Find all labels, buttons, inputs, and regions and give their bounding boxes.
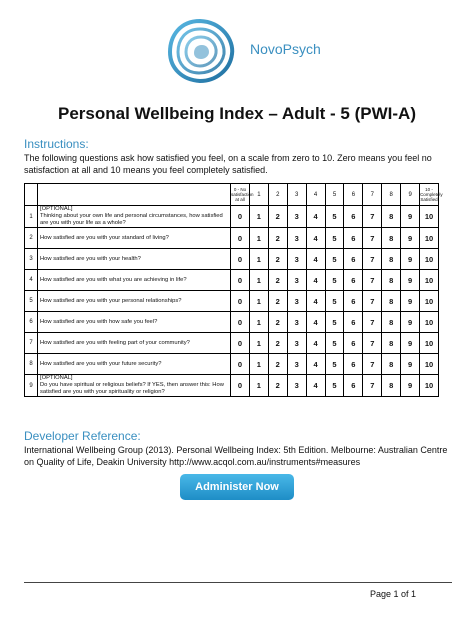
rating-option[interactable]: 0 — [231, 354, 250, 375]
rating-option[interactable]: 5 — [325, 270, 344, 291]
rating-option[interactable]: 10 — [420, 291, 439, 312]
rating-option[interactable]: 6 — [344, 270, 363, 291]
scale-header-row — [25, 184, 439, 206]
wellbeing-rating-table — [24, 183, 443, 397]
rating-option[interactable]: 5 — [325, 333, 344, 354]
rating-option[interactable]: 8 — [382, 333, 401, 354]
question-number: 5 — [25, 291, 38, 312]
rating-option[interactable]: 7 — [363, 333, 382, 354]
question-text-cell — [38, 249, 231, 270]
rating-option[interactable]: 10 — [420, 333, 439, 354]
rating-option[interactable]: 10 — [420, 375, 439, 397]
rating-option[interactable]: 10 — [420, 354, 439, 375]
scale-low-label: 0 - No satisfaction at all — [231, 184, 250, 206]
rating-option[interactable]: 9 — [401, 333, 420, 354]
brand-name: NovoPsych — [250, 41, 321, 57]
rating-option[interactable]: 1 — [249, 249, 268, 270]
rating-option[interactable]: 4 — [306, 291, 325, 312]
rating-option[interactable]: 2 — [268, 228, 287, 249]
question-text-cell — [38, 354, 231, 375]
rating-option[interactable]: 0 — [231, 206, 250, 228]
rating-option[interactable]: 5 — [325, 375, 344, 397]
question-number: 3 — [25, 249, 38, 270]
question-text-cell — [38, 228, 231, 249]
rating-option[interactable]: 9 — [401, 270, 420, 291]
question-row — [25, 375, 439, 397]
scale-point: 3 — [287, 184, 306, 206]
question-number: 8 — [25, 354, 38, 375]
rating-option[interactable]: 1 — [249, 291, 268, 312]
question-text: How satisfied are you with your future security? — [40, 360, 162, 367]
scale-point: 9 — [401, 184, 420, 206]
rating-option[interactable]: 7 — [363, 270, 382, 291]
scale-point: 7 — [363, 184, 382, 206]
question-number: 4 — [25, 270, 38, 291]
rating-option[interactable]: 8 — [382, 354, 401, 375]
question-row — [25, 291, 439, 312]
rating-option[interactable]: 6 — [344, 206, 363, 228]
rating-option[interactable]: 9 — [401, 354, 420, 375]
rating-option[interactable]: 3 — [287, 249, 306, 270]
rating-option[interactable]: 2 — [268, 312, 287, 333]
scale-point: 6 — [344, 184, 363, 206]
question-number: 2 — [25, 228, 38, 249]
rating-option[interactable]: 1 — [249, 354, 268, 375]
rating-option[interactable]: 4 — [306, 249, 325, 270]
rating-option[interactable]: 4 — [306, 228, 325, 249]
rating-option[interactable]: 4 — [306, 375, 325, 397]
rating-option[interactable]: 2 — [268, 333, 287, 354]
reference-text: International Wellbeing Group (2013). Personal Wellbeing Index: 5th Edition. Melbourne: Australian Centre on Quality of Life, Deakin University http://www.acqol.com.au/instruments#measures — [24, 445, 448, 467]
blank-header-cell — [25, 184, 38, 206]
rating-option[interactable]: 0 — [231, 333, 250, 354]
scale-point: 2 — [268, 184, 287, 206]
rating-option[interactable]: 8 — [382, 291, 401, 312]
footer-divider — [24, 582, 452, 583]
rating-option[interactable]: 8 — [382, 312, 401, 333]
rating-option[interactable]: 5 — [325, 249, 344, 270]
rating-option[interactable]: 0 — [231, 249, 250, 270]
rating-option[interactable]: 1 — [249, 312, 268, 333]
rating-option[interactable]: 8 — [382, 206, 401, 228]
rating-option[interactable]: 6 — [344, 354, 363, 375]
rating-option[interactable]: 3 — [287, 375, 306, 397]
rating-option[interactable]: 3 — [287, 270, 306, 291]
rating-option[interactable]: 0 — [231, 375, 250, 397]
rating-option[interactable]: 9 — [401, 375, 420, 397]
question-row — [25, 206, 439, 228]
question-text: How satisfied are you with what you are achieving in life? — [40, 276, 187, 283]
rating-option[interactable]: 4 — [306, 333, 325, 354]
rating-option[interactable]: 7 — [363, 312, 382, 333]
rating-option[interactable]: 9 — [401, 206, 420, 228]
rating-option[interactable]: 9 — [401, 249, 420, 270]
rating-option[interactable]: 3 — [287, 228, 306, 249]
question-row — [25, 312, 439, 333]
question-row — [25, 228, 439, 249]
rating-option[interactable]: 2 — [268, 249, 287, 270]
rating-option[interactable]: 10 — [420, 228, 439, 249]
rating-option[interactable]: 7 — [363, 354, 382, 375]
rating-option[interactable]: 7 — [363, 228, 382, 249]
rating-option[interactable]: 2 — [268, 375, 287, 397]
question-text: How satisfied are you with your standard of living? — [40, 234, 169, 241]
question-row — [25, 354, 439, 375]
rating-option[interactable]: 7 — [363, 206, 382, 228]
rating-option[interactable]: 10 — [420, 270, 439, 291]
question-text-cell — [38, 270, 231, 291]
rating-option[interactable]: 2 — [268, 206, 287, 228]
question-text: How satisfied are you with feeling part of your community? — [40, 339, 190, 346]
rating-option[interactable]: 6 — [344, 333, 363, 354]
rating-option[interactable]: 6 — [344, 291, 363, 312]
page-number: Page 1 of 1 — [369, 589, 416, 599]
rating-option[interactable]: 3 — [287, 206, 306, 228]
rating-option[interactable]: 10 — [420, 206, 439, 228]
optional-tag: [OPTIONAL] — [40, 206, 73, 212]
question-text-cell — [38, 333, 231, 354]
novopsych-head-logo-icon — [164, 18, 238, 84]
question-text: How satisfied are you with how safe you feel? — [40, 318, 158, 325]
rating-option[interactable]: 4 — [306, 354, 325, 375]
rating-option[interactable]: 8 — [382, 249, 401, 270]
rating-option[interactable]: 9 — [401, 228, 420, 249]
rating-option[interactable]: 0 — [231, 270, 250, 291]
rating-option[interactable]: 3 — [287, 312, 306, 333]
rating-option[interactable]: 5 — [325, 291, 344, 312]
optional-tag: [OPTIONAL] — [40, 375, 73, 381]
rating-option[interactable]: 5 — [325, 312, 344, 333]
question-text-cell — [38, 375, 231, 397]
rating-option[interactable]: 0 — [231, 291, 250, 312]
rating-option[interactable]: 1 — [249, 375, 268, 397]
rating-option[interactable]: 2 — [268, 354, 287, 375]
rating-option[interactable]: 10 — [420, 312, 439, 333]
question-text-cell — [38, 291, 231, 312]
rating-option[interactable]: 4 — [306, 312, 325, 333]
rating-option[interactable]: 6 — [344, 249, 363, 270]
rating-option[interactable]: 3 — [287, 333, 306, 354]
rating-option[interactable]: 9 — [401, 291, 420, 312]
instructions-text: The following questions ask how satisfied you feel, on a scale from zero to 10. Zero means you feel no satisfaction at all and 10 means you feel completely satisfied. — [24, 153, 432, 175]
rating-option[interactable]: 4 — [306, 206, 325, 228]
scale-point: 8 — [382, 184, 401, 206]
question-text: How satisfied are you with your personal relationships? — [40, 297, 182, 304]
blank-question-header-cell — [38, 184, 231, 206]
rating-option[interactable]: 4 — [306, 270, 325, 291]
question-number: 9 — [25, 375, 38, 397]
scale-point: 5 — [325, 184, 344, 206]
rating-option[interactable]: 10 — [420, 249, 439, 270]
question-number: 1 — [25, 206, 38, 228]
document-title: Personal Wellbeing Index – Adult - 5 (PWI-A) — [58, 104, 416, 123]
rating-option[interactable]: 7 — [363, 291, 382, 312]
rating-option[interactable]: 8 — [382, 228, 401, 249]
rating-option[interactable]: 8 — [382, 270, 401, 291]
question-text: Thinking about your own life and personal circumstances, how satisfied are you with your life as a whole? — [40, 213, 223, 226]
rating-option[interactable]: 3 — [287, 291, 306, 312]
rating-option[interactable]: 7 — [363, 375, 382, 397]
rating-option[interactable]: 9 — [401, 312, 420, 333]
rating-option[interactable]: 1 — [249, 228, 268, 249]
question-text-cell — [38, 312, 231, 333]
rating-option[interactable]: 0 — [231, 228, 250, 249]
instructions-heading: Instructions: — [24, 137, 89, 151]
scale-high-label: 10 - Completely Satisfied — [420, 184, 439, 206]
question-number: 6 — [25, 312, 38, 333]
rating-option[interactable]: 7 — [363, 249, 382, 270]
question-row — [25, 270, 439, 291]
question-text: How satisfied are you with your health? — [40, 255, 141, 262]
question-row — [25, 249, 439, 270]
question-number: 7 — [25, 333, 38, 354]
scale-point: 1 — [249, 184, 268, 206]
question-text: Do you have spiritual or religious beliefs? If YES, then answer this: How satisfied are you with your spirituality or religion? — [40, 382, 224, 395]
rating-option[interactable]: 5 — [325, 206, 344, 228]
rating-option[interactable]: 3 — [287, 354, 306, 375]
rating-option[interactable]: 2 — [268, 291, 287, 312]
question-row — [25, 333, 439, 354]
reference-heading: Developer Reference: — [24, 429, 141, 443]
rating-option[interactable]: 2 — [268, 270, 287, 291]
rating-option[interactable]: 6 — [344, 312, 363, 333]
question-text-cell — [38, 206, 231, 228]
rating-option[interactable]: 6 — [344, 228, 363, 249]
rating-option[interactable]: 0 — [231, 312, 250, 333]
rating-option[interactable]: 1 — [249, 333, 268, 354]
administer-now-button[interactable]: Administer Now — [180, 474, 294, 500]
rating-option[interactable]: 1 — [249, 270, 268, 291]
rating-option[interactable]: 5 — [325, 354, 344, 375]
rating-option[interactable]: 8 — [382, 375, 401, 397]
rating-option[interactable]: 6 — [344, 375, 363, 397]
scale-point: 4 — [306, 184, 325, 206]
rating-option[interactable]: 5 — [325, 228, 344, 249]
rating-option[interactable]: 1 — [249, 206, 268, 228]
